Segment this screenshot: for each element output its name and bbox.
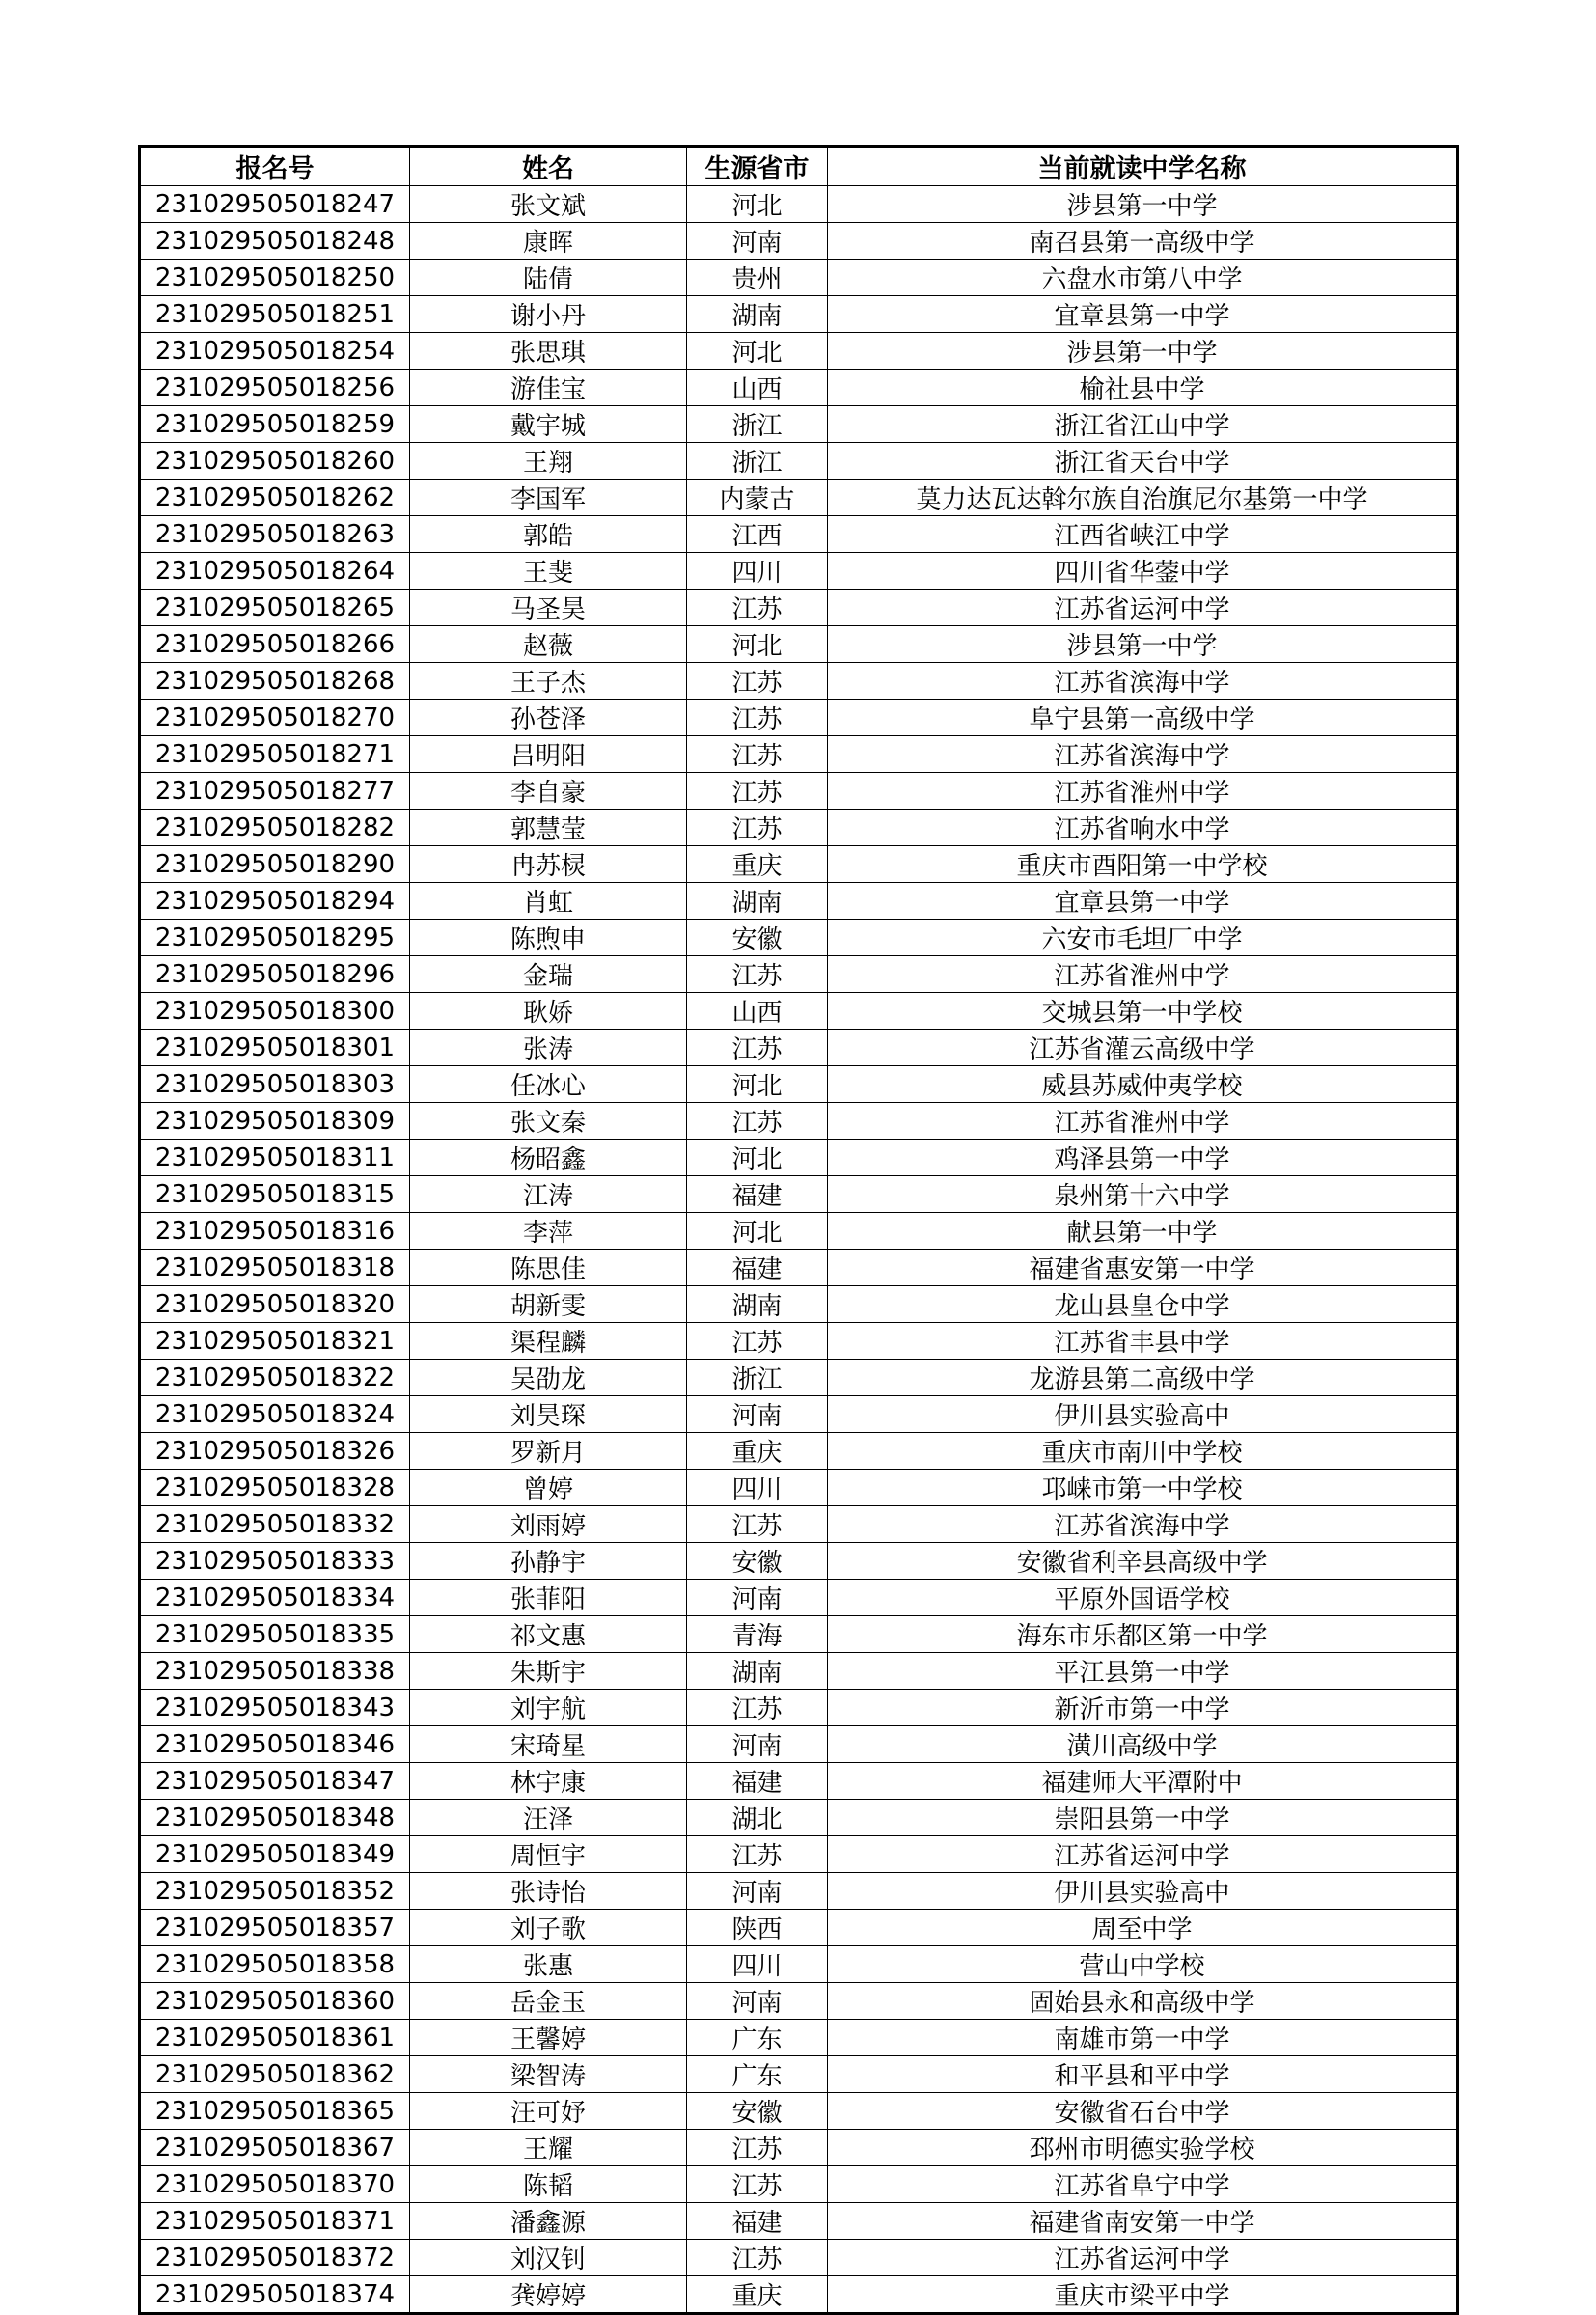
table-row (140, 296, 1458, 333)
name-cell: 郭慧莹 (410, 810, 687, 846)
name-cell: 赵薇 (410, 626, 687, 663)
table-row (140, 773, 1458, 810)
table-row (140, 1250, 1458, 1286)
registration-number-cell: 231029505018372 (140, 2240, 410, 2276)
table-row (140, 956, 1458, 993)
registration-number-cell: 231029505018309 (140, 1103, 410, 1140)
province-cell: 江苏 (687, 736, 828, 773)
name-cell: 汪可妤 (410, 2093, 687, 2130)
school-cell: 交城县第一中学校 (828, 993, 1458, 1030)
name-cell: 张思琪 (410, 333, 687, 370)
registration-number-cell: 231029505018263 (140, 516, 410, 553)
school-cell: 江苏省阜宁中学 (828, 2166, 1458, 2203)
school-cell: 江苏省滨海中学 (828, 1506, 1458, 1543)
province-cell: 江苏 (687, 590, 828, 626)
registration-number-cell: 231029505018348 (140, 1800, 410, 1836)
table-row (140, 993, 1458, 1030)
school-cell: 伊川县实验高中 (828, 1396, 1458, 1433)
school-cell: 重庆市梁平中学 (828, 2276, 1458, 2314)
school-cell: 崇阳县第一中学 (828, 1800, 1458, 1836)
school-cell: 安徽省利辛县高级中学 (828, 1543, 1458, 1580)
table-row (140, 810, 1458, 846)
school-cell: 南雄市第一中学 (828, 2020, 1458, 2056)
registration-number-cell: 231029505018262 (140, 480, 410, 516)
name-cell: 王斐 (410, 553, 687, 590)
province-cell: 江苏 (687, 2240, 828, 2276)
table-row (140, 1800, 1458, 1836)
table-row (140, 1616, 1458, 1653)
table-row (140, 1983, 1458, 2020)
registration-number-cell: 231029505018300 (140, 993, 410, 1030)
table-row (140, 2276, 1458, 2314)
province-cell: 山西 (687, 993, 828, 1030)
province-cell: 河北 (687, 186, 828, 223)
name-cell: 谢小丹 (410, 296, 687, 333)
registration-number-cell: 231029505018349 (140, 1836, 410, 1873)
table-row (140, 406, 1458, 443)
school-cell: 榆社县中学 (828, 370, 1458, 406)
table-row (140, 736, 1458, 773)
registration-number-cell: 231029505018371 (140, 2203, 410, 2240)
province-cell: 四川 (687, 1470, 828, 1506)
table-row (140, 2093, 1458, 2130)
province-cell: 福建 (687, 1763, 828, 1800)
school-cell: 泉州第十六中学 (828, 1176, 1458, 1213)
school-cell: 江苏省运河中学 (828, 2240, 1458, 2276)
registration-number-cell: 231029505018332 (140, 1506, 410, 1543)
province-cell: 河北 (687, 1213, 828, 1250)
name-cell: 梁智涛 (410, 2056, 687, 2093)
table-row (140, 1726, 1458, 1763)
table-row (140, 1580, 1458, 1616)
registration-number-cell: 231029505018346 (140, 1726, 410, 1763)
province-cell: 四川 (687, 553, 828, 590)
name-cell: 金瑞 (410, 956, 687, 993)
province-cell: 安徽 (687, 920, 828, 956)
name-cell: 张文斌 (410, 186, 687, 223)
registration-number-cell: 231029505018352 (140, 1873, 410, 1910)
school-cell: 安徽省石台中学 (828, 2093, 1458, 2130)
name-cell: 曾婷 (410, 1470, 687, 1506)
province-cell: 湖南 (687, 883, 828, 920)
school-cell: 伊川县实验高中 (828, 1873, 1458, 1910)
province-cell: 河北 (687, 1140, 828, 1176)
registration-number-cell: 231029505018264 (140, 553, 410, 590)
table-row (140, 2130, 1458, 2166)
province-cell: 江苏 (687, 1506, 828, 1543)
name-cell: 吕明阳 (410, 736, 687, 773)
name-cell: 宋琦星 (410, 1726, 687, 1763)
registration-number-cell: 231029505018270 (140, 700, 410, 736)
school-cell: 重庆市南川中学校 (828, 1433, 1458, 1470)
name-cell: 渠程麟 (410, 1323, 687, 1360)
registration-number-cell: 231029505018256 (140, 370, 410, 406)
registration-table (138, 145, 1459, 2315)
province-cell: 福建 (687, 1250, 828, 1286)
table-row (140, 1066, 1458, 1103)
table-row (140, 2056, 1458, 2093)
school-cell: 六安市毛坦厂中学 (828, 920, 1458, 956)
name-cell: 岳金玉 (410, 1983, 687, 2020)
table-row (140, 1763, 1458, 1800)
registration-number-cell: 231029505018301 (140, 1030, 410, 1066)
province-cell: 河南 (687, 1873, 828, 1910)
registration-number-cell: 231029505018367 (140, 2130, 410, 2166)
registration-number-cell: 231029505018322 (140, 1360, 410, 1396)
registration-number-cell: 231029505018296 (140, 956, 410, 993)
province-cell: 江苏 (687, 1836, 828, 1873)
table-row (140, 626, 1458, 663)
table-row (140, 443, 1458, 480)
province-cell: 河北 (687, 333, 828, 370)
table-row (140, 1690, 1458, 1726)
name-cell: 耿娇 (410, 993, 687, 1030)
name-cell: 王馨婷 (410, 2020, 687, 2056)
province-cell: 河南 (687, 1580, 828, 1616)
registration-number-cell: 231029505018358 (140, 1946, 410, 1983)
name-cell: 陈思佳 (410, 1250, 687, 1286)
school-cell: 龙游县第二高级中学 (828, 1360, 1458, 1396)
name-cell: 杨昭鑫 (410, 1140, 687, 1176)
table-row (140, 846, 1458, 883)
registration-number-cell: 231029505018320 (140, 1286, 410, 1323)
school-cell: 江苏省运河中学 (828, 1836, 1458, 1873)
province-cell: 广东 (687, 2020, 828, 2056)
table-row (140, 663, 1458, 700)
name-cell: 刘子歌 (410, 1910, 687, 1946)
registration-number-cell: 231029505018268 (140, 663, 410, 700)
school-cell: 浙江省江山中学 (828, 406, 1458, 443)
registration-number-cell: 231029505018374 (140, 2276, 410, 2314)
school-cell: 平江县第一中学 (828, 1653, 1458, 1690)
province-cell: 山西 (687, 370, 828, 406)
name-cell: 王耀 (410, 2130, 687, 2166)
province-cell: 江苏 (687, 663, 828, 700)
table-row (140, 1213, 1458, 1250)
registration-number-cell: 231029505018335 (140, 1616, 410, 1653)
province-cell: 浙江 (687, 1360, 828, 1396)
school-cell: 浙江省天台中学 (828, 443, 1458, 480)
province-cell: 重庆 (687, 1433, 828, 1470)
school-cell: 邳州市明德实验学校 (828, 2130, 1458, 2166)
name-cell: 李自豪 (410, 773, 687, 810)
table-row (140, 2240, 1458, 2276)
province-cell: 江苏 (687, 2166, 828, 2203)
registration-number-cell: 231029505018265 (140, 590, 410, 626)
name-cell: 潘鑫源 (410, 2203, 687, 2240)
name-cell: 郭皓 (410, 516, 687, 553)
table-row (140, 1176, 1458, 1213)
name-cell: 陈韬 (410, 2166, 687, 2203)
table-row (140, 700, 1458, 736)
registration-number-cell: 231029505018254 (140, 333, 410, 370)
school-cell: 江苏省淮州中学 (828, 1103, 1458, 1140)
table-row (140, 480, 1458, 516)
school-cell: 涉县第一中学 (828, 186, 1458, 223)
province-cell: 河南 (687, 1396, 828, 1433)
table-row (140, 1360, 1458, 1396)
province-cell: 河北 (687, 626, 828, 663)
table-body (140, 186, 1458, 2314)
school-cell: 福建省南安第一中学 (828, 2203, 1458, 2240)
registration-number-cell: 231029505018282 (140, 810, 410, 846)
header-registration-number: 报名号 (140, 147, 410, 186)
registration-number-cell: 231029505018321 (140, 1323, 410, 1360)
school-cell: 和平县和平中学 (828, 2056, 1458, 2093)
table-row (140, 260, 1458, 296)
province-cell: 河北 (687, 1066, 828, 1103)
registration-number-cell: 231029505018294 (140, 883, 410, 920)
name-cell: 任冰心 (410, 1066, 687, 1103)
province-cell: 浙江 (687, 406, 828, 443)
registration-number-cell: 231029505018370 (140, 2166, 410, 2203)
name-cell: 罗新月 (410, 1433, 687, 1470)
province-cell: 青海 (687, 1616, 828, 1653)
name-cell: 马圣昊 (410, 590, 687, 626)
province-cell: 江苏 (687, 810, 828, 846)
school-cell: 福建师大平潭附中 (828, 1763, 1458, 1800)
province-cell: 江苏 (687, 1103, 828, 1140)
name-cell: 孙苍泽 (410, 700, 687, 736)
province-cell: 广东 (687, 2056, 828, 2093)
school-cell: 宜章县第一中学 (828, 296, 1458, 333)
school-cell: 江苏省滨海中学 (828, 663, 1458, 700)
name-cell: 冉苏棂 (410, 846, 687, 883)
table-row (140, 1946, 1458, 1983)
registration-number-cell: 231029505018259 (140, 406, 410, 443)
registration-number-cell: 231029505018277 (140, 773, 410, 810)
registration-number-cell: 231029505018303 (140, 1066, 410, 1103)
province-cell: 江苏 (687, 956, 828, 993)
table-row (140, 2166, 1458, 2203)
name-cell: 张菲阳 (410, 1580, 687, 1616)
name-cell: 江涛 (410, 1176, 687, 1213)
school-cell: 海东市乐都区第一中学 (828, 1616, 1458, 1653)
name-cell: 祁文惠 (410, 1616, 687, 1653)
table-row (140, 1470, 1458, 1506)
table-row (140, 370, 1458, 406)
province-cell: 湖南 (687, 296, 828, 333)
name-cell: 刘雨婷 (410, 1506, 687, 1543)
school-cell: 献县第一中学 (828, 1213, 1458, 1250)
name-cell: 吴劭龙 (410, 1360, 687, 1396)
table-row (140, 1506, 1458, 1543)
table-row (140, 1396, 1458, 1433)
province-cell: 江苏 (687, 1323, 828, 1360)
name-cell: 刘昊琛 (410, 1396, 687, 1433)
school-cell: 潢川高级中学 (828, 1726, 1458, 1763)
school-cell: 江苏省灌云高级中学 (828, 1030, 1458, 1066)
province-cell: 重庆 (687, 2276, 828, 2314)
name-cell: 林宇康 (410, 1763, 687, 1800)
table-row (140, 186, 1458, 223)
registration-number-cell: 231029505018365 (140, 2093, 410, 2130)
table-row (140, 1323, 1458, 1360)
registration-number-cell: 231029505018347 (140, 1763, 410, 1800)
school-cell: 固始县永和高级中学 (828, 1983, 1458, 2020)
registration-number-cell: 231029505018248 (140, 223, 410, 260)
school-cell: 四川省华蓥中学 (828, 553, 1458, 590)
province-cell: 湖南 (687, 1286, 828, 1323)
province-cell: 四川 (687, 1946, 828, 1983)
province-cell: 内蒙古 (687, 480, 828, 516)
school-cell: 营山中学校 (828, 1946, 1458, 1983)
table-row (140, 1140, 1458, 1176)
table-row (140, 1910, 1458, 1946)
table-row (140, 1653, 1458, 1690)
school-cell: 龙山县皇仓中学 (828, 1286, 1458, 1323)
header-province: 生源省市 (687, 147, 828, 186)
name-cell: 汪泽 (410, 1800, 687, 1836)
school-cell: 宜章县第一中学 (828, 883, 1458, 920)
province-cell: 湖北 (687, 1800, 828, 1836)
registration-number-cell: 231029505018311 (140, 1140, 410, 1176)
table-row (140, 1030, 1458, 1066)
table-row (140, 553, 1458, 590)
province-cell: 江苏 (687, 2130, 828, 2166)
school-cell: 重庆市酉阳第一中学校 (828, 846, 1458, 883)
school-cell: 莫力达瓦达斡尔族自治旗尼尔基第一中学 (828, 480, 1458, 516)
table-row (140, 2203, 1458, 2240)
school-cell: 江苏省响水中学 (828, 810, 1458, 846)
name-cell: 胡新雯 (410, 1286, 687, 1323)
school-cell: 江苏省淮州中学 (828, 773, 1458, 810)
name-cell: 张涛 (410, 1030, 687, 1066)
name-cell: 戴宇城 (410, 406, 687, 443)
registration-number-cell: 231029505018361 (140, 2020, 410, 2056)
table-row (140, 2020, 1458, 2056)
header-row (140, 147, 1458, 186)
school-cell: 江西省峡江中学 (828, 516, 1458, 553)
registration-number-cell: 231029505018315 (140, 1176, 410, 1213)
registration-number-cell: 231029505018247 (140, 186, 410, 223)
school-cell: 江苏省运河中学 (828, 590, 1458, 626)
table-row (140, 590, 1458, 626)
registration-number-cell: 231029505018362 (140, 2056, 410, 2093)
name-cell: 肖虹 (410, 883, 687, 920)
school-cell: 阜宁县第一高级中学 (828, 700, 1458, 736)
province-cell: 江苏 (687, 700, 828, 736)
name-cell: 陈煦申 (410, 920, 687, 956)
table-row (140, 1286, 1458, 1323)
province-cell: 安徽 (687, 1543, 828, 1580)
province-cell: 河南 (687, 1726, 828, 1763)
table-row (140, 223, 1458, 260)
name-cell: 周恒宇 (410, 1836, 687, 1873)
province-cell: 福建 (687, 2203, 828, 2240)
table-row (140, 1433, 1458, 1470)
province-cell: 江苏 (687, 1030, 828, 1066)
registration-number-cell: 231029505018290 (140, 846, 410, 883)
province-cell: 河南 (687, 223, 828, 260)
province-cell: 福建 (687, 1176, 828, 1213)
name-cell: 龚婷婷 (410, 2276, 687, 2314)
table-row (140, 1543, 1458, 1580)
registration-number-cell: 231029505018328 (140, 1470, 410, 1506)
school-cell: 江苏省淮州中学 (828, 956, 1458, 993)
name-cell: 刘汉钊 (410, 2240, 687, 2276)
name-cell: 张惠 (410, 1946, 687, 1983)
registration-number-cell: 231029505018251 (140, 296, 410, 333)
province-cell: 浙江 (687, 443, 828, 480)
registration-number-cell: 231029505018295 (140, 920, 410, 956)
table-row (140, 333, 1458, 370)
province-cell: 湖南 (687, 1653, 828, 1690)
registration-number-cell: 231029505018318 (140, 1250, 410, 1286)
table-row (140, 1103, 1458, 1140)
province-cell: 贵州 (687, 260, 828, 296)
name-cell: 李萍 (410, 1213, 687, 1250)
registration-number-cell: 231029505018334 (140, 1580, 410, 1616)
table-row (140, 1873, 1458, 1910)
school-cell: 六盘水市第八中学 (828, 260, 1458, 296)
school-cell: 江苏省滨海中学 (828, 736, 1458, 773)
registration-number-cell: 231029505018271 (140, 736, 410, 773)
province-cell: 河南 (687, 1983, 828, 2020)
name-cell: 张文秦 (410, 1103, 687, 1140)
school-cell: 南召县第一高级中学 (828, 223, 1458, 260)
registration-number-cell: 231029505018326 (140, 1433, 410, 1470)
school-cell: 邛崃市第一中学校 (828, 1470, 1458, 1506)
school-cell: 福建省惠安第一中学 (828, 1250, 1458, 1286)
name-cell: 康晖 (410, 223, 687, 260)
name-cell: 朱斯宇 (410, 1653, 687, 1690)
name-cell: 游佳宝 (410, 370, 687, 406)
registration-number-cell: 231029505018357 (140, 1910, 410, 1946)
table-row (140, 1836, 1458, 1873)
registration-number-cell: 231029505018324 (140, 1396, 410, 1433)
province-cell: 安徽 (687, 2093, 828, 2130)
name-cell: 王翔 (410, 443, 687, 480)
registration-number-cell: 231029505018250 (140, 260, 410, 296)
school-cell: 江苏省丰县中学 (828, 1323, 1458, 1360)
province-cell: 江西 (687, 516, 828, 553)
province-cell: 江苏 (687, 1690, 828, 1726)
name-cell: 陆倩 (410, 260, 687, 296)
registration-number-cell: 231029505018333 (140, 1543, 410, 1580)
name-cell: 刘宇航 (410, 1690, 687, 1726)
name-cell: 王子杰 (410, 663, 687, 700)
province-cell: 陕西 (687, 1910, 828, 1946)
school-cell: 平原外国语学校 (828, 1580, 1458, 1616)
name-cell: 孙静宇 (410, 1543, 687, 1580)
registration-number-cell: 231029505018360 (140, 1983, 410, 2020)
school-cell: 涉县第一中学 (828, 333, 1458, 370)
school-cell: 新沂市第一中学 (828, 1690, 1458, 1726)
header-name: 姓名 (410, 147, 687, 186)
table-row (140, 920, 1458, 956)
school-cell: 涉县第一中学 (828, 626, 1458, 663)
school-cell: 威县苏威仲夷学校 (828, 1066, 1458, 1103)
registration-number-cell: 231029505018266 (140, 626, 410, 663)
province-cell: 江苏 (687, 773, 828, 810)
school-cell: 鸡泽县第一中学 (828, 1140, 1458, 1176)
registration-number-cell: 231029505018260 (140, 443, 410, 480)
school-cell: 周至中学 (828, 1910, 1458, 1946)
registration-number-cell: 231029505018343 (140, 1690, 410, 1726)
table-row (140, 883, 1458, 920)
province-cell: 重庆 (687, 846, 828, 883)
table-row (140, 516, 1458, 553)
name-cell: 张诗怡 (410, 1873, 687, 1910)
registration-number-cell: 231029505018338 (140, 1653, 410, 1690)
name-cell: 李国军 (410, 480, 687, 516)
header-school: 当前就读中学名称 (828, 147, 1458, 186)
registration-number-cell: 231029505018316 (140, 1213, 410, 1250)
